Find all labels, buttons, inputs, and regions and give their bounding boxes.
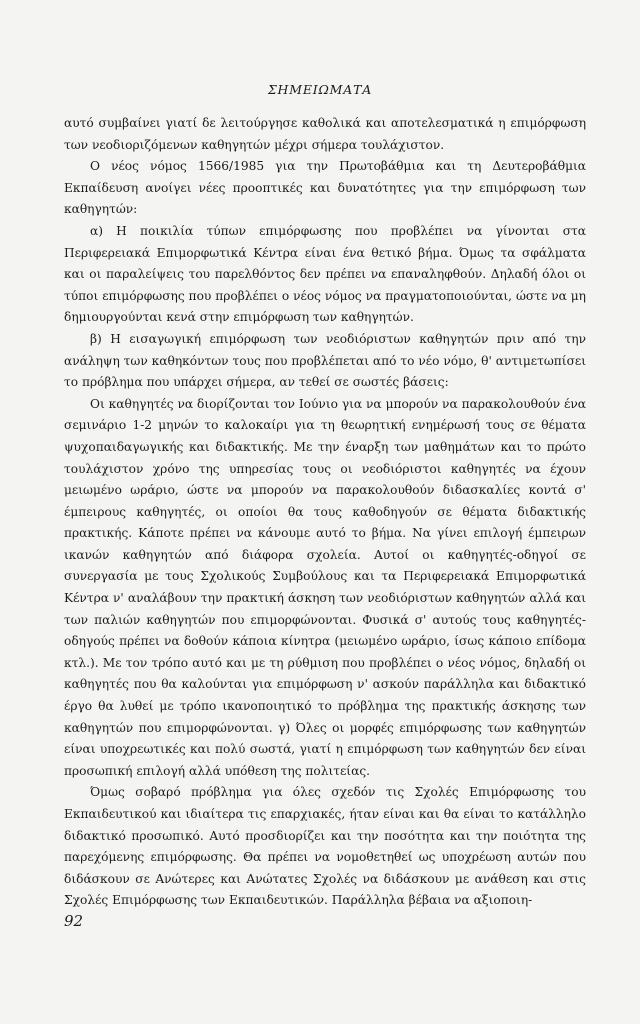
paragraph-point-a: α) Η ποικιλία τύπων επιμόρφωσης που προβλέπει να γίνονται στα Περιφερειακά Επιμορφωτικά Κέντρα είναι ένα θετικό βήμα. Όμως τα σφάλματα και οι παραλείψεις του παρελθόντος δεν πρέπει να επαναληφθούν. Δηλαδή όλοι οι τύποι επιμόρφωσης που προβλέπει ο νέος νόμος να πραγματοποιούνται, ώστε να μη δημιουργούνται κενά στην επιμόρφωση των καθηγητών. bbox=[64, 223, 586, 325]
running-header: ΣΗΜΕΙΩΜΑΤΑ bbox=[267, 82, 373, 97]
body-text bbox=[64, 113, 586, 912]
page-number: 92 bbox=[64, 912, 84, 930]
paragraph-new-law: Ο νέος νόμος 1566/1985 για την Πρωτοβάθμια και τη Δευτεροβάθμια Εκπαίδευση ανοίγει νέες προοπτικές και δυνατότητες για την επιμόρφωση των καθηγητών: bbox=[64, 159, 586, 217]
paragraph-point-b: β) Η εισαγωγική επιμόρφωση των νεοδιόριστων καθηγητών πριν από την ανάληψη των καθηκόντων τους που προβλέπεται από το νέο νόμο, θ' αντιμετωπίσει το πρόβλημα που υπάρχει σήμερα, αν τεθεί σε σωστές βάσεις: bbox=[64, 331, 586, 390]
paragraph-continued: αυτό συμβαίνει γιατί δε λειτούργησε καθολικά και αποτελεσματικά η επιμόρφωση των νεοδιοριζόμενων καθηγητών μέχρι σήμερα τουλάχιστον. bbox=[64, 116, 586, 152]
paragraph-teacher-guides: Οι καθηγητές να διορίζονται τον Ιούνιο για να μπορούν να παρακολουθούν ένα σεμινάριο 1-2 μηνών το καλοκαίρι για τη θεωρητική ενημέρωσή τους σε θέματα ψυχοπαιδαγωγικής και διδακτικής. Με την έναρξη των μαθημάτων και το πρώτο τουλάχιστον χρόνο της υπηρεσίας τους οι νεοδιόριστοι καθηγητές να έχουν μειωμένο ωράριο, ώστε να μπορούν να παρακολουθούν διδασκαλίες κοντά σ' έμπειρους καθηγητές, οι οποίοι θα τους καθοδηγούν σε θέματα διδακτικής πρακτικής. Κάποτε πρέπει να κάνουμε αυτό το βήμα. Να γίνει επιλογή έμπειρων ικανών καθηγητών από διάφορα σχολεία. Αυτοί οι καθηγητές-οδηγοί σε συνεργασία με τους Σχολικούς Συμβούλους και τα Περιφερειακά Επιμορφωτικά Κέντρα ν' αναλάβουν την πρακτική άσκηση των νεοδιόριστων καθηγητών αλλά και των παλιών καθηγητών που επιμορφώνονται. Φυσικά σ' αυτούς τους καθηγητές-οδηγούς πρέπει να δοθούν κάποια κίνητρα (μειωμένο ωράριο, ίσως κάποιο επίδομα κτλ.). Με τον τρόπο αυτό και με τη ρύθμιση που προβλέπει ο νέος νόμος, δηλαδή οι καθηγητές που θα καλούνται για επιμόρφωση ν' ασκούν παράλληλα και διδακτικό έργο θα λυθεί με τρόπο ικανοποιητικό το πρόβλημα της πρακτικής άσκησης των καθηγητών που επιμορφώνονται. γ) Όλες οι μορφές επιμόρφωσης των καθηγητών είναι υποχρεωτικές και πολύ σωστά, γιατί η επιμόρφωση των καθηγητών δεν είναι προσωπική επιλογή αλλά υπόθεση της πολιτείας. bbox=[64, 396, 586, 778]
paragraph-staff-problem: Όμως σοβαρό πρόβλημα για όλες σχεδόν τις Σχολές Επιμόρφωσης του Εκπαιδευτικού και ιδιαίτερα τις επαρχιακές, ήταν είναι και θα είναι το κατάλληλο διδακτικό προσωπικό. Αυτό προσδιορίζει και την ποσότητα και την ποιότητα της παρεχόμενης επιμόρφωσης. Θα πρέπει να νομοθετηθεί ως υποχρέωση αυτών που διδάσκουν σε Ανώτερες και Ανώτατες Σχολές να διδάσκουν με ανάθεση και στις Σχολές Επιμόρφωσης των Εκπαιδευτικών. Παράλληλα βέβαια να αξιοποιη- bbox=[64, 785, 586, 908]
